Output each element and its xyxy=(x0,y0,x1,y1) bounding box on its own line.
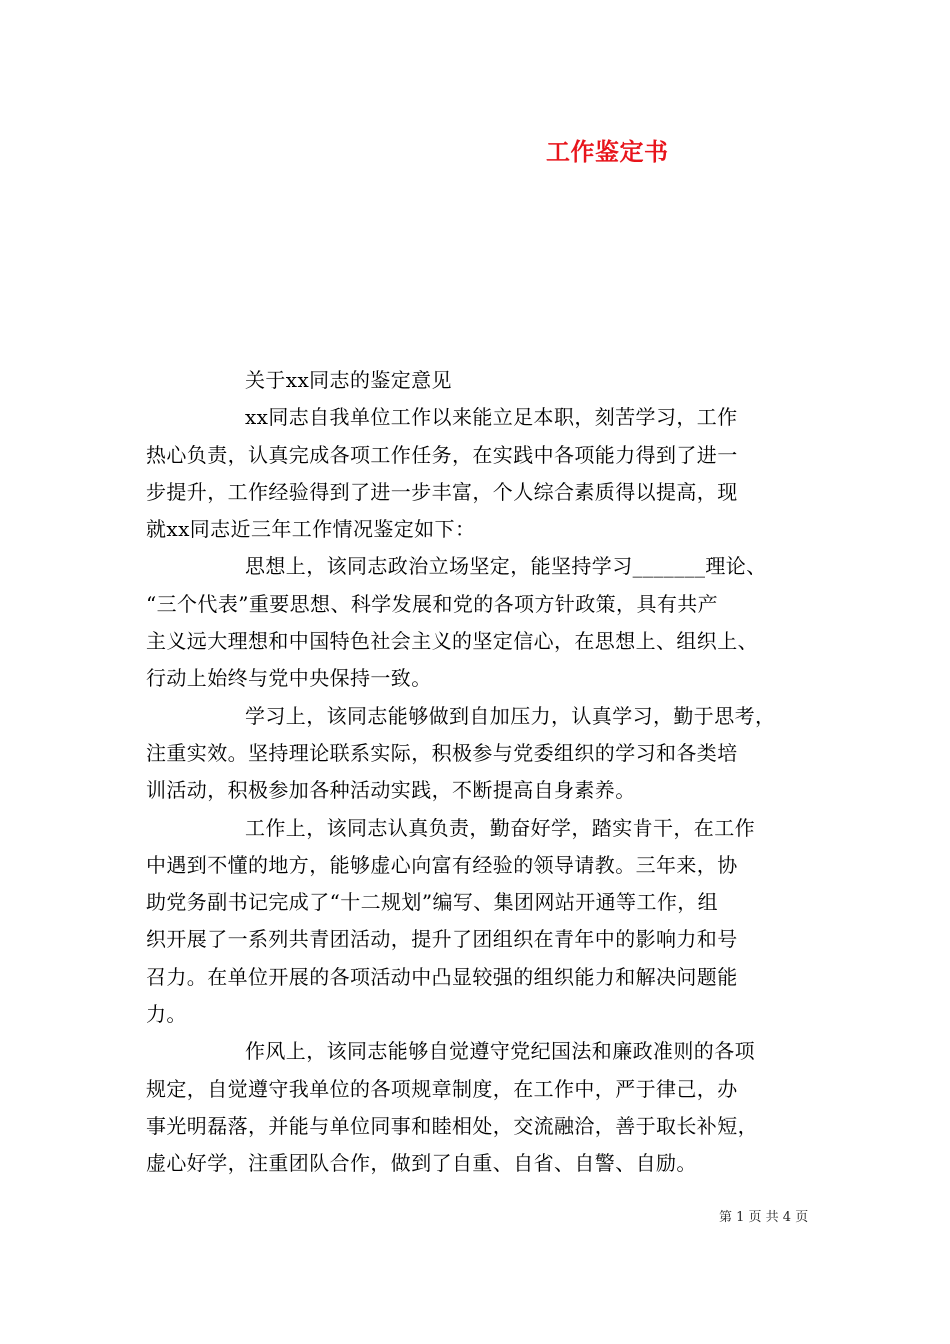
paragraph-line: 思想上，该同志政治立场坚定，能坚持学习_______理论、 xyxy=(245,554,767,579)
paragraph-line: 织开展了一系列共青团活动，提升了团组织在青年中的影响力和号 xyxy=(146,927,738,952)
paragraph-study xyxy=(146,698,818,810)
paragraph-line: 就xx同志近三年工作情况鉴定如下： xyxy=(146,517,476,542)
paragraph-line: 步提升，工作经验得到了进一步丰富，个人综合素质得以提高，现 xyxy=(146,479,738,504)
paragraph-line: xx同志自我单位工作以来能立足本职，刻苦学习，工作 xyxy=(245,405,738,430)
page-number-footer: 第 1 页 共 4 页 xyxy=(719,1210,809,1225)
paragraph-line: 学习上，该同志能够做到自加压力，认真学习，勤于思考， xyxy=(245,703,776,728)
paragraph-line: 召力。在单位开展的各项活动中凸显较强的组织能力和解决问题能 xyxy=(146,964,738,989)
paragraph-line: 主义远大理想和中国特色社会主义的坚定信心，在思想上、组织上、 xyxy=(146,629,758,654)
paragraph-line: “三个代表”重要思想、科学发展和党的各项方针政策，具有共产 xyxy=(146,591,719,616)
paragraph-line: 行动上始终与党中央保持一致。 xyxy=(146,666,432,691)
paragraph-line: 规定，自觉遵守我单位的各项规章制度，在工作中，严于律己，办 xyxy=(146,1076,738,1101)
paragraph-intro xyxy=(146,399,818,548)
document-body xyxy=(146,362,818,1183)
paragraph-line: 虚心好学，注重团队合作，做到了自重、自省、自警、自励。 xyxy=(146,1151,697,1176)
paragraph-work xyxy=(146,810,818,1034)
paragraph-line: 力。 xyxy=(146,1002,187,1027)
subtitle: 关于xx同志的鉴定意见 xyxy=(245,368,452,392)
paragraph-line: 工作上，该同志认真负责，勤奋好学，踏实肯干，在工作 xyxy=(245,815,755,840)
paragraph-line: 作风上，该同志能够自觉遵守党纪国法和廉政准则的各项 xyxy=(245,1039,755,1064)
paragraph-line: 助党务副书记完成了“十二规划”编写、集团网站开通等工作，组 xyxy=(146,890,719,915)
paragraph-ideology xyxy=(146,548,818,697)
paragraph-line: 中遇到不懂的地方，能够虚心向富有经验的领导请教。三年来，协 xyxy=(146,852,738,877)
paragraph-line: 训活动，积极参加各种活动实践，不断提高自身素养。 xyxy=(146,778,636,803)
paragraph-line: 热心负责，认真完成各项工作任务，在实践中各项能力得到了进一 xyxy=(146,442,738,467)
paragraph-line: 事光明磊落，并能与单位同事和睦相处，交流融洽，善于取长补短， xyxy=(146,1113,758,1138)
paragraph-line: 注重实效。坚持理论联系实际，积极参与党委组织的学习和各类培 xyxy=(146,740,738,765)
document-title: 工作鉴定书 xyxy=(546,138,669,166)
paragraph-conduct xyxy=(146,1033,818,1182)
